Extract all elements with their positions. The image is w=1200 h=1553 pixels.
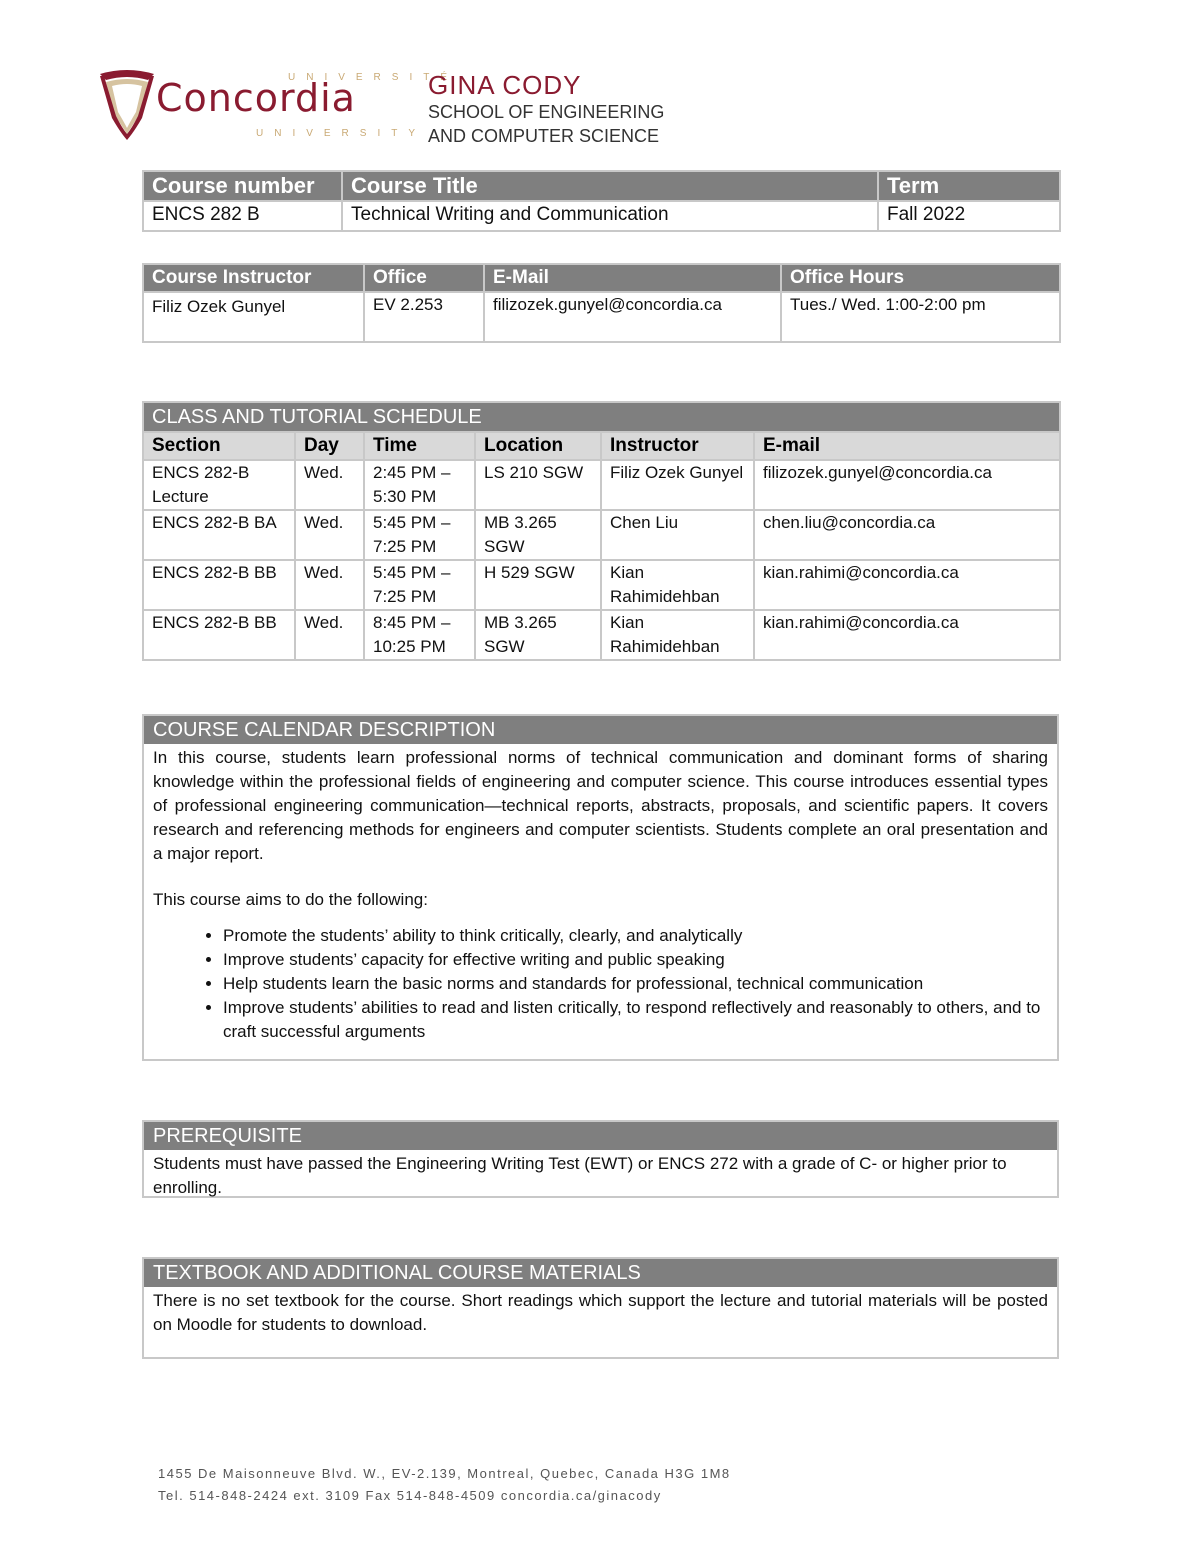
aims-list-item: • Help students learn the basic norms and standards for professional, technical communication [223,972,1048,996]
course-title-header: Course Title [342,171,878,201]
schedule-header-section: Section [143,432,295,460]
schedule-cell-email: chen.liu@concordia.ca [754,510,1060,560]
schedule-cell-email: kian.rahimi@concordia.ca [754,560,1060,610]
schedule-cell-day: Wed. [295,560,364,610]
universite-label: UNIVERSITÉ [288,72,459,83]
schedule-row [143,510,1060,560]
schedule-table [142,401,1061,661]
school-line-1: SCHOOL OF ENGINEERING [428,102,665,122]
schedule-cell-location: MB 3.265 SGW [475,510,601,560]
aims-list-item: • Improve students’ abilities to read and listen critically, to respond reflectively and reasonably to others, and to craft successful arguments [223,996,1048,1044]
university-label: UNIVERSITY [256,128,427,139]
office-header: Office [364,264,484,292]
schedule-cell-email: kian.rahimi@concordia.ca [754,610,1060,660]
schedule-header-day: Day [295,432,364,460]
course-description-section [142,714,1059,1061]
office-value: EV 2.253 [364,292,484,342]
schedule-cell-instructor: Kian Rahimidehban [601,560,754,610]
aims-list [153,924,1048,1044]
course-description-title: COURSE CALENDAR DESCRIPTION [144,716,1057,744]
schedule-cell-instructor: Kian Rahimidehban [601,610,754,660]
concordia-wordmark: Concordia [156,76,356,120]
materials-text: There is no set textbook for the course. Short readings which support the lecture and tutorial materials will be posted on Moodle for students to download. [153,1291,1048,1334]
schedule-header-email: E-mail [754,432,1060,460]
course-number-header: Course number [143,171,342,201]
schedule-cell-location: MB 3.265 SGW [475,610,601,660]
materials-title: TEXTBOOK AND ADDITIONAL COURSE MATERIALS [144,1259,1057,1287]
schedule-cell-day: Wed. [295,510,364,560]
schedule-cell-time: 5:45 PM – 7:25 PM [364,510,475,560]
prerequisite-text: Students must have passed the Engineering Writing Test (EWT) or ENCS 272 with a grade of C- or higher prior to enrolling. [153,1154,1007,1197]
schedule-header-time: Time [364,432,475,460]
schedule-cell-time: 5:45 PM – 7:25 PM [364,560,475,610]
instructor-email: filizozek.gunyel@concordia.ca [484,292,781,342]
schedule-cell-email: filizozek.gunyel@concordia.ca [754,460,1060,510]
schedule-cell-location: LS 210 SGW [475,460,601,510]
instructor-name: Filiz Ozek Gunyel [143,292,364,342]
schedule-cell-instructor: Chen Liu [601,510,754,560]
course-table [142,170,1061,232]
schedule-cell-time: 2:45 PM – 5:30 PM [364,460,475,510]
aims-list-item: • Promote the students’ ability to think critically, clearly, and analytically [223,924,1048,948]
schedule-row [143,560,1060,610]
schedule-cell-time: 8:45 PM – 10:25 PM [364,610,475,660]
prerequisite-title: PREREQUISITE [144,1122,1057,1150]
footer-contact: Tel. 514-848-2424 ext. 3109 Fax 514-848-4509 concordia.ca/ginacody [158,1488,662,1503]
office-hours-value: Tues./ Wed. 1:00-2:00 pm [781,292,1060,342]
school-line-2: AND COMPUTER SCIENCE [428,126,660,146]
schedule-cell-day: Wed. [295,610,364,660]
email-header: E-Mail [484,264,781,292]
course-number-value: ENCS 282 B [143,201,342,231]
course-title-value: Technical Writing and Communication [342,201,878,231]
term-value: Fall 2022 [878,201,1060,231]
footer-address: 1455 De Maisonneuve Blvd. W., EV-2.139, Montreal, Quebec, Canada H3G 1M8 [158,1466,731,1481]
schedule-cell-section: ENCS 282-B BB [143,560,295,610]
aims-list-item: • Improve students’ capacity for effective writing and public speaking [223,948,1048,972]
gina-cody-title: GINA CODY [428,70,582,100]
schedule-row [143,610,1060,660]
schedule-cell-day: Wed. [295,460,364,510]
prerequisite-section [142,1120,1059,1198]
materials-section [142,1257,1059,1359]
instructor-table [142,263,1061,343]
schedule-cell-instructor: Filiz Ozek Gunyel [601,460,754,510]
course-description-text: In this course, students learn professional norms of technical communication and dominant forms of sharing knowledge within the professional fields of engineering and computer science. This course introduces essential types of professional engineering communication—technical reports, abstracts, proposals, and scientific papers. It covers research and referencing methods for engineers and computer scientists. Students complete an oral presentation and a major report. [153,748,1048,863]
concordia-shield-icon [98,68,156,140]
schedule-cell-section: ENCS 282-B Lecture [143,460,295,510]
schedule-cell-section: ENCS 282-B BB [143,610,295,660]
schedule-title: CLASS AND TUTORIAL SCHEDULE [143,402,1060,432]
header-logo [98,66,698,148]
schedule-header-instructor: Instructor [601,432,754,460]
schedule-row [143,460,1060,510]
schedule-header-location: Location [475,432,601,460]
schedule-cell-location: H 529 SGW [475,560,601,610]
instructor-header: Course Instructor [143,264,364,292]
aims-intro: This course aims to do the following: [153,890,428,909]
office-hours-header: Office Hours [781,264,1060,292]
term-header: Term [878,171,1060,201]
schedule-cell-section: ENCS 282-B BA [143,510,295,560]
